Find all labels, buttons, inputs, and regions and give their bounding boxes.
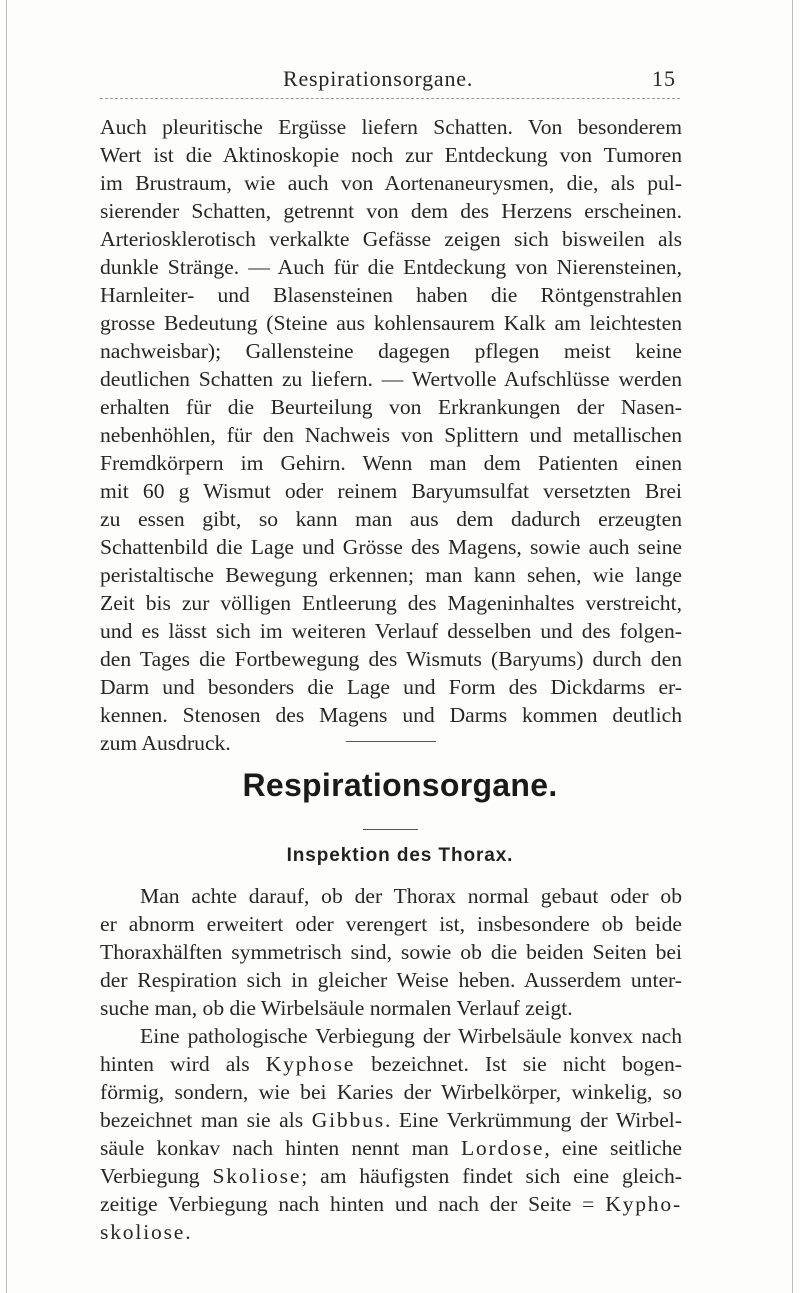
term-skoliose: Skoliose	[212, 1164, 302, 1188]
body-line: Wert ist die Aktinoskopie noch zur Entdeckung von Tumoren	[100, 143, 682, 167]
body-line: peristaltische Bewegung erkennen; man kann sehen, wie lange	[100, 563, 682, 587]
body-line	[100, 1106, 682, 1134]
text-run: bezeichnet man sie als	[100, 1108, 312, 1132]
body-line: mit 60 g Wismut oder reinem Baryumsulfat versetzten Brei	[100, 479, 682, 503]
text-run: bezeichnet. Ist sie nicht bogen-	[355, 1052, 682, 1076]
subheading: Inspektion des Thorax.	[286, 845, 514, 866]
body-line: dunkle Stränge. — Auch für die Entdeckung von Nierensteinen,	[100, 255, 682, 279]
body-line: grosse Bedeutung (Steine aus kohlensaurem Kalk am leichtesten	[100, 311, 682, 335]
body-line: Eine pathologische Verbiegung der Wirbelsäule konvex nach	[140, 1024, 682, 1048]
term-kyphoskoliose: skoliose	[100, 1220, 186, 1244]
text-run: . Eine Verkrümmung der Wirbel-	[384, 1108, 682, 1132]
body-line	[100, 1050, 682, 1078]
body-line: zum Ausdruck.	[100, 731, 231, 755]
header-rule	[100, 98, 680, 99]
body-line	[100, 1218, 682, 1246]
body-line: der Respiration sich in gleicher Weise heben. Ausserdem unter-	[100, 968, 682, 992]
running-title: Respirationsorgane.	[283, 66, 474, 91]
body-line: im Brustraum, wie auch von Aortenaneurysmen, die, als pul-	[100, 171, 682, 195]
body-line: und es lässt sich im weiteren Verlauf desselben und des folgen-	[100, 619, 682, 643]
section-divider	[346, 741, 436, 742]
title-underline	[363, 829, 418, 830]
body-line: nachweisbar); Gallensteine dagegen pflegen meist keine	[100, 339, 682, 363]
body-line: erhalten für die Beurteilung von Erkrankungen der Nasen-	[100, 395, 682, 419]
body-line: Man achte darauf, ob der Thorax normal gebaut oder ob	[140, 884, 682, 908]
body-line: Harnleiter- und Blasensteinen haben die Röntgenstrahlen	[100, 283, 682, 307]
body-line: Schattenbild die Lage und Grösse des Magens, sowie auch seine	[100, 535, 682, 559]
body-line: Fremdkörpern im Gehirn. Wenn man dem Patienten einen	[100, 451, 682, 475]
body-line: sierender Schatten, getrennt von dem des Herzens erscheinen.	[100, 199, 682, 223]
body-line	[100, 1134, 682, 1162]
term-lordose: Lordose	[460, 1136, 545, 1160]
body-line: er abnorm erweitert oder verengert ist, insbesondere ob beide	[100, 912, 682, 936]
text-run: hinten wird als	[100, 1052, 266, 1076]
running-header	[100, 64, 680, 100]
body-line: nebenhöhlen, für den Nachweis von Splittern und metallischen	[100, 423, 682, 447]
body-line: Zeit bis zur völligen Entleerung des Mageninhaltes verstreicht,	[100, 591, 682, 615]
body-line: Auch pleuritische Ergüsse liefern Schatten. Von besonderem	[100, 115, 682, 139]
body-line	[100, 1162, 682, 1190]
text-run: säule konkav nach hinten nennt man	[100, 1136, 461, 1160]
body-line: zu essen gibt, so kann man aus dem dadurch erzeugten	[100, 507, 682, 531]
body-line: kennen. Stenosen des Magens und Darms kommen deutlich	[100, 703, 682, 727]
body-line: Darm und besonders die Lage und Form des Dickdarms er-	[100, 675, 682, 699]
body-line: Thoraxhälften symmetrisch sind, sowie ob die beiden Seiten bei	[100, 940, 682, 964]
body-line: förmig, sondern, wie bei Karies der Wirbelkörper, winkelig, so	[100, 1080, 682, 1104]
text-run: zeitige Verbiegung nach hinten und nach der Seite =	[100, 1192, 606, 1216]
text-run: Verbiegung	[100, 1164, 213, 1188]
section-title: Respirationsorgane.	[242, 767, 558, 803]
term-kyphose: Kyphose	[265, 1052, 356, 1076]
body-line	[100, 1190, 682, 1218]
text-run: ; am häufigsten findet sich eine gleich-	[301, 1164, 682, 1188]
text-run: , eine seitliche	[544, 1136, 682, 1160]
body-line: Arteriosklerotisch verkalkte Gefässe zeigen sich bisweilen als	[100, 227, 682, 251]
body-line: den Tages die Fortbewegung des Wismuts (Baryums) durch den	[100, 647, 682, 671]
term-gibbus: Gibbus	[311, 1108, 385, 1132]
term-kypho: Kypho-	[605, 1192, 682, 1216]
body-line: suche man, ob die Wirbelsäule normalen Verlauf zeigt.	[100, 996, 573, 1020]
text-run: .	[185, 1220, 191, 1244]
body-line: deutlichen Schatten zu liefern. — Wertvolle Aufschlüsse werden	[100, 367, 682, 391]
page-number: 15	[652, 66, 676, 91]
